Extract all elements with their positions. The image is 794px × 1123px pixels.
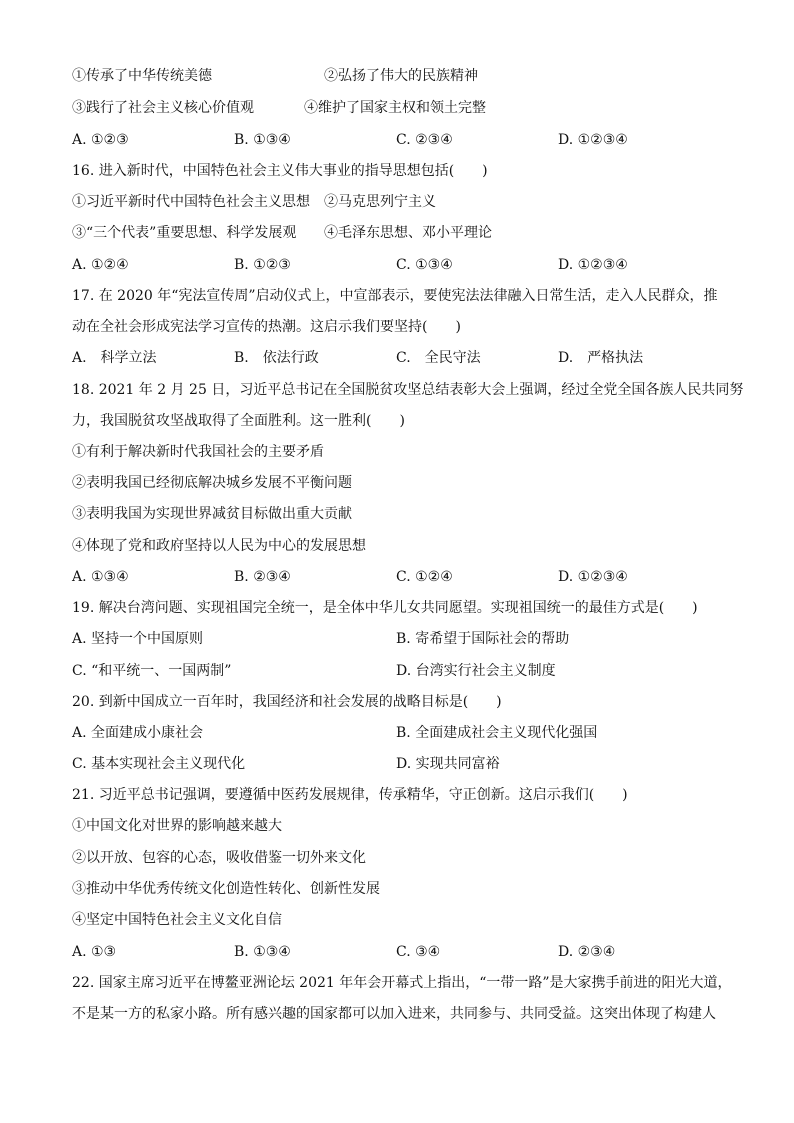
q16-choice-c[interactable]: C. ①③④ [396,257,453,273]
q18-stem-line-1: 18. 2021 年 2 月 25 日，习近平总书记在全国脱贫攻坚总结表彰大会上强调，经过全党全国各族人民共同努 [72,382,744,398]
q18-choice-d[interactable]: D. ①②③④ [558,569,628,585]
q21-choice-d[interactable]: D. ②③④ [558,944,616,960]
q17-stem-line-2: 动在全社会形成宪法学习宣传的热潮。这启示我们要坚持( ) [72,319,461,335]
q18-choice-a[interactable]: A. ①③④ [72,569,129,585]
q15-option-2: ②弘扬了伟大的民族精神 [324,68,478,84]
q22-stem-line-1: 22. 国家主席习近平在博鳌亚洲论坛 2021 年年会开幕式上指出，“一带一路”是大家携手前进的阳光大道， [72,975,732,991]
q17-stem-line-1: 17. 在 2020 年“宪法宣传周”启动仪式上，中宣部表示，要使宪法法律融入日常生活，走入人民群众，推 [72,288,718,304]
q20-choice-a[interactable]: A. 全面建成小康社会 [72,725,204,741]
q20-choice-d[interactable]: D. 实现共同富裕 [396,756,500,772]
q18-choice-c[interactable]: C. ①②④ [396,569,453,585]
q15-option-1: ①传承了中华传统美德 [72,68,212,84]
q15-option-4: ④维护了国家主权和领土完整 [304,100,486,116]
q18-option-3: ③表明我国为实现世界减贫目标做出重大贡献 [72,506,352,522]
q19-stem: 19. 解决台湾问题、实现祖国完全统一，是全体中华儿女共同愿望。实现祖国统一的最佳方式是( ) [72,600,698,616]
q15-choice-c[interactable]: C. ②③④ [396,132,453,148]
q15-choice-a[interactable]: A. ①②③ [72,132,129,148]
q21-choice-a[interactable]: A. ①③ [72,944,117,960]
q22-stem-line-2: 不是某一方的私家小路。所有感兴趣的国家都可以加入进来，共同参与、共同受益。这突出体现了构建人 [72,1006,716,1022]
q21-choice-b[interactable]: B. ①③④ [234,944,291,960]
q21-option-3: ③推动中华优秀传统文化创造性转化、创新性发展 [72,881,380,897]
q18-option-4: ④体现了党和政府坚持以人民为中心的发展思想 [72,538,366,554]
q18-choice-b[interactable]: B. ②③④ [234,569,291,585]
q21-option-4: ④坚定中国特色社会主义文化自信 [72,912,282,928]
q20-choice-c[interactable]: C. 基本实现社会主义现代化 [72,756,246,772]
q16-choice-b[interactable]: B. ①②③ [234,257,291,273]
q15-choice-b[interactable]: B. ①③④ [234,132,291,148]
q17-choice-c[interactable]: C. 全民守法 [396,350,481,366]
q18-stem-line-2: 力，我国脱贫攻坚战取得了全面胜利。这一胜利( ) [72,413,405,429]
q21-stem: 21. 习近平总书记强调，要遵循中医药发展规律，传承精华，守正创新。这启示我们( ) [72,787,628,803]
q17-choice-b[interactable]: B. 依法行政 [234,350,319,366]
q16-option-2: ②马克思列宁主义 [324,194,436,210]
q19-choice-c[interactable]: C. “和平统一、一国两制” [72,663,232,679]
q20-stem: 20. 到新中国成立一百年时，我国经济和社会发展的战略目标是( ) [72,694,502,710]
q16-choice-d[interactable]: D. ①②③④ [558,257,628,273]
q21-option-2: ②以开放、包容的心态，吸收借鉴一切外来文化 [72,850,366,866]
q16-option-1: ①习近平新时代中国特色社会主义思想 [72,194,310,210]
q17-choice-a[interactable]: A. 科学立法 [72,350,157,366]
q19-choice-d[interactable]: D. 台湾实行社会主义制度 [396,663,556,679]
q21-option-1: ①中国文化对世界的影响越来越大 [72,818,282,834]
q18-option-2: ②表明我国已经彻底解决城乡发展不平衡问题 [72,475,352,491]
q21-choice-c[interactable]: C. ③④ [396,944,441,960]
q16-option-4: ④毛泽东思想、邓小平理论 [324,225,492,241]
q20-choice-b[interactable]: B. 全面建成社会主义现代化强国 [396,725,598,741]
q16-option-3: ③“三个代表”重要思想、科学发展观 [72,225,297,241]
q16-stem: 16. 进入新时代，中国特色社会主义伟大事业的指导思想包括( ) [72,163,488,179]
q19-choice-a[interactable]: A. 坚持一个中国原则 [72,631,204,647]
q17-choice-d[interactable]: D. 严格执法 [558,350,644,366]
q18-option-1: ①有利于解决新时代我国社会的主要矛盾 [72,444,324,460]
q19-choice-b[interactable]: B. 寄希望于国际社会的帮助 [396,631,570,647]
q15-choice-d[interactable]: D. ①②③④ [558,132,628,148]
q15-option-3: ③践行了社会主义核心价值观 [72,100,254,116]
q16-choice-a[interactable]: A. ①②④ [72,257,129,273]
